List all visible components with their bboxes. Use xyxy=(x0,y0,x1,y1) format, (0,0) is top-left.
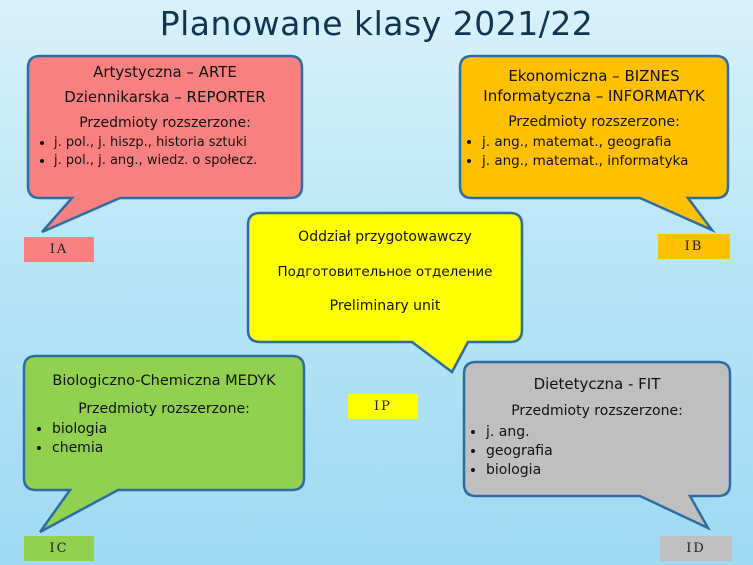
list-item: • j. ang., matemat., geografia xyxy=(482,133,726,151)
class-ib-tag: IB xyxy=(658,234,730,259)
class-ib-subjects xyxy=(462,133,726,169)
class-id-content xyxy=(466,374,728,480)
class-id-subjects xyxy=(466,423,728,480)
list-item: • chemia xyxy=(52,439,300,458)
class-ip-tag: IP xyxy=(348,394,418,419)
list-item: • biologia xyxy=(52,420,300,439)
list-item: • j. ang., matemat., informatyka xyxy=(482,152,726,170)
class-id-name-fit: Dietetyczna - FIT xyxy=(533,375,661,393)
class-ip-content xyxy=(250,228,520,316)
class-ia-subtitle: Przedmioty rozszerzone: xyxy=(79,114,251,131)
class-ia-name-reporter: Dziennikarska – REPORTER xyxy=(64,88,266,107)
class-ic-name-medyk: Biologiczno-Chemiczna MEDYK xyxy=(52,373,276,389)
class-id-subtitle: Przedmioty rozszerzone: xyxy=(511,403,683,420)
class-ib-name-biznes: Ekonomiczna – BIZNES xyxy=(508,67,680,85)
class-ic-subjects xyxy=(28,420,300,458)
class-ia-content xyxy=(34,62,296,169)
class-ip-name-english: Preliminary unit xyxy=(329,298,441,315)
list-item: • j. pol., j. hiszp., historia sztuki xyxy=(54,134,296,152)
list-item: • j. pol., j. ang., wiedz. o społecz. xyxy=(54,152,296,170)
class-ip-name-russian: Подготовительное отделение xyxy=(277,263,493,280)
list-item: • j. ang. xyxy=(486,423,728,442)
class-ia-tag: IA xyxy=(24,237,94,262)
class-ic-subtitle: Przedmioty rozszerzone: xyxy=(78,400,250,417)
class-ib-content xyxy=(462,66,726,170)
class-ic-content xyxy=(28,372,300,458)
class-id-tag: ID xyxy=(660,536,732,561)
page-title: Planowane klasy 2021/22 xyxy=(159,4,594,43)
list-item: • biologia xyxy=(486,461,728,480)
class-ip-name-polish: Oddział przygotowawczy xyxy=(298,229,472,245)
class-ic-tag: IC xyxy=(24,536,94,561)
class-ia-name-arte: Artystyczna – ARTE xyxy=(93,63,237,81)
list-item: • geografia xyxy=(486,442,728,461)
class-ib-subtitle: Przedmioty rozszerzone: xyxy=(508,113,680,130)
class-ia-subjects xyxy=(34,134,296,169)
class-ib-name-informatyk: Informatyczna – INFORMATYK xyxy=(483,87,705,106)
